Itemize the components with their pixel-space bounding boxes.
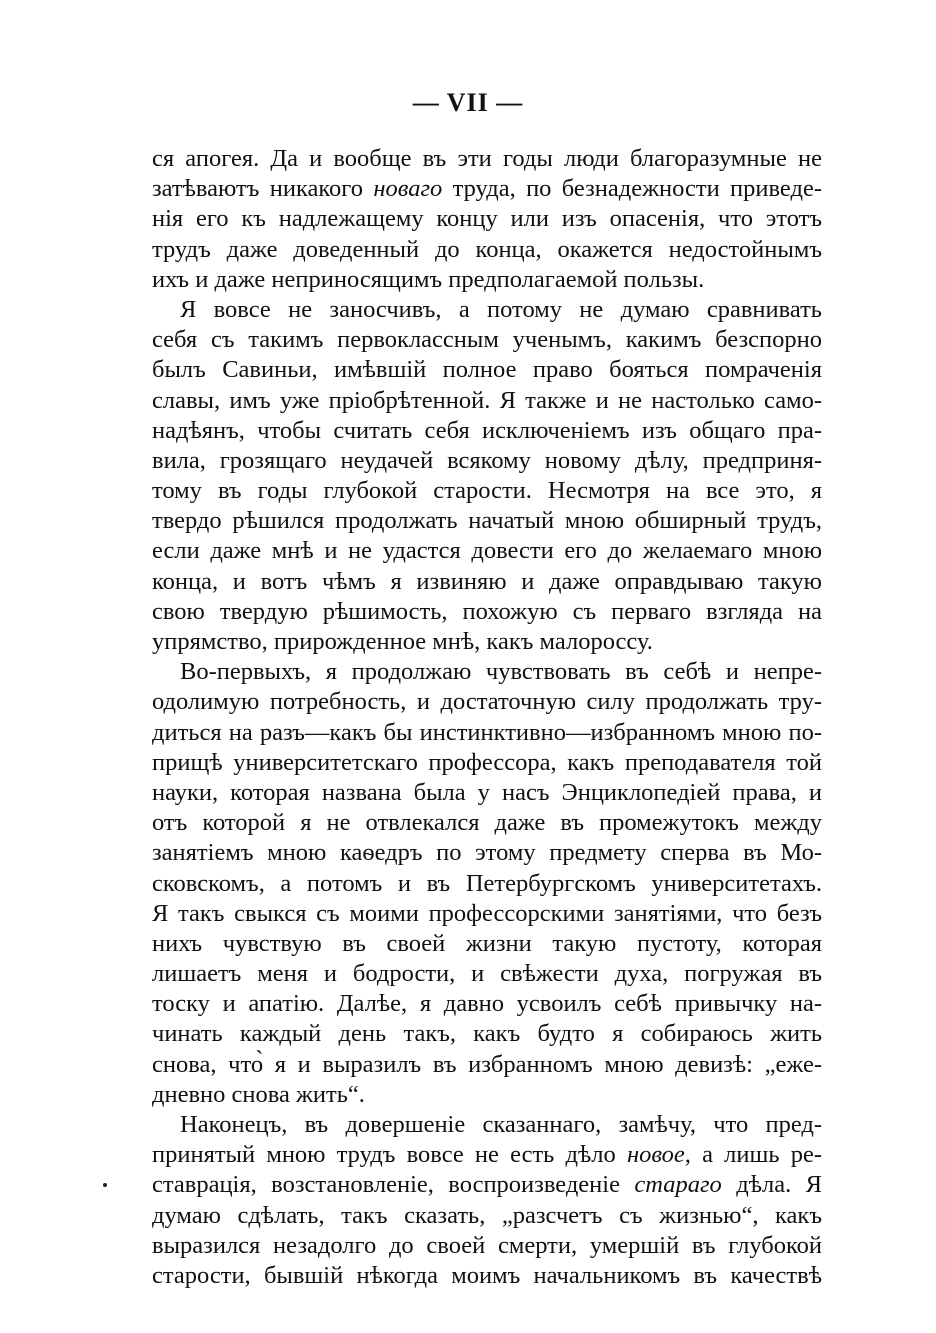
margin-mark [103, 1183, 107, 1187]
italic-word: стараго [634, 1171, 722, 1199]
text-segment: ставрація, возстановленіе, воспроизведеніе [152, 1171, 635, 1199]
text-line: прищѣ университетскаго профессора, какъ преподавателя той [152, 748, 822, 776]
text-line: ихъ и даже неприносящимъ предполагаемой пользы. [152, 265, 705, 293]
text-segment: дѣла. Я [721, 1171, 822, 1199]
text-line: одолимую потребность, и достаточную силу продолжать тру- [152, 688, 822, 716]
text-line: тому въ годы глубокой старости. Несмотря на все это, я [152, 477, 822, 505]
text-line [152, 1140, 822, 1170]
text-segment: принятый мною трудъ вовсе не есть дѣло [152, 1141, 627, 1169]
text-line: упрямство, прирожденное мнѣ, какъ малороссу. [152, 628, 653, 655]
text-line: Я такъ свыкся съ моими профессорскими занятіями, что безъ [152, 899, 822, 927]
text-line [152, 174, 822, 204]
text-line: вила, грозящаго неудачей всякому новому дѣлу, предприня- [152, 446, 822, 474]
text-line: снова, что̀ я и выразилъ въ избранномъ мною девизѣ: „еже- [152, 1050, 822, 1078]
text-line: дневно снова жить“. [152, 1080, 365, 1108]
body-text [152, 144, 822, 1291]
text-line: Наконецъ, въ довершеніе сказаннаго, замѣчу, что пред- [180, 1111, 822, 1138]
text-line: занятіемъ мною каѳедръ по этому предмету сперва въ Мо- [152, 839, 822, 867]
text-line: славы, имъ уже пріобрѣтенной. Я также и не настолько само- [152, 386, 822, 414]
italic-word: новаго [373, 175, 443, 203]
text-line: тоску и апатію. Далѣе, я давно усвоилъ себѣ привычку на- [152, 990, 822, 1018]
text-line: Я вовсе не заносчивъ, а потому не думаю сравнивать [180, 295, 822, 323]
text-line: лишаетъ меня и бодрости, и свѣжести духа, погружая въ [152, 960, 822, 988]
text-line: сковскомъ, а потомъ и въ Петербургскомъ университетахъ. [152, 869, 822, 897]
page-number: — VII — [412, 88, 524, 117]
text-line: твердо рѣшился продолжать начатый мною обширный трудъ, [152, 507, 822, 535]
text-segment: труда, по безнадежности приведе- [442, 175, 822, 203]
text-line: чинать каждый день такъ, какъ будто я собираюсь жить [152, 1020, 822, 1048]
text-line: себя съ такимъ первоклассным ученымъ, какимъ безспорно [152, 326, 822, 354]
text-line: думаю сдѣлать, такъ сказать, „разсчетъ съ жизнью“, какъ [152, 1201, 822, 1229]
text-line: старости, бывшій нѣкогда моимъ начальникомъ въ качествѣ [152, 1261, 822, 1289]
text-line [152, 1170, 822, 1200]
text-line: конца, и вотъ чѣмъ я извиняю и даже оправдываю такую [152, 567, 822, 595]
text-line: выразился незадолго до своей смерти, умершій въ глубокой [152, 1231, 822, 1259]
text-line: нія его къ надлежащему концу или изъ опасенія, что этотъ [152, 205, 822, 233]
text-line: надѣянъ, чтобы считать себя исключеніемъ изъ общаго пра- [152, 416, 822, 444]
text-line: ся апогея. Да и вообще въ эти годы люди благоразумные не [152, 145, 822, 172]
text-line: нихъ чувствую въ своей жизни такую пустоту, которая [152, 929, 822, 957]
text-line: свою твердую рѣшимость, похожую съ перваго взгляда на [152, 597, 822, 625]
text-line: диться на разъ—какъ бы инстинктивно—избранномъ мною по- [152, 718, 822, 746]
text-line: науки, которая названа была у насъ Энциклопедіей права, и [152, 778, 822, 806]
text-line: Во-первыхъ, я продолжаю чувствовать въ себѣ и непре- [180, 658, 822, 686]
text-line: если даже мнѣ и не удастся довести его до желаемаго мною [152, 537, 822, 565]
text-line: трудъ даже доведенный до конца, окажется недостойнымъ [152, 235, 822, 263]
text-segment: а лишь ре- [690, 1141, 822, 1169]
text-segment: затѣваютъ никакого [152, 175, 374, 203]
text-line: былъ Савиньи, имѣвшій полное право бояться помраченія [152, 356, 822, 384]
text-line: отъ которой я не отвлекался даже въ промежутокъ между [152, 809, 822, 837]
italic-word: новое, [626, 1141, 691, 1169]
